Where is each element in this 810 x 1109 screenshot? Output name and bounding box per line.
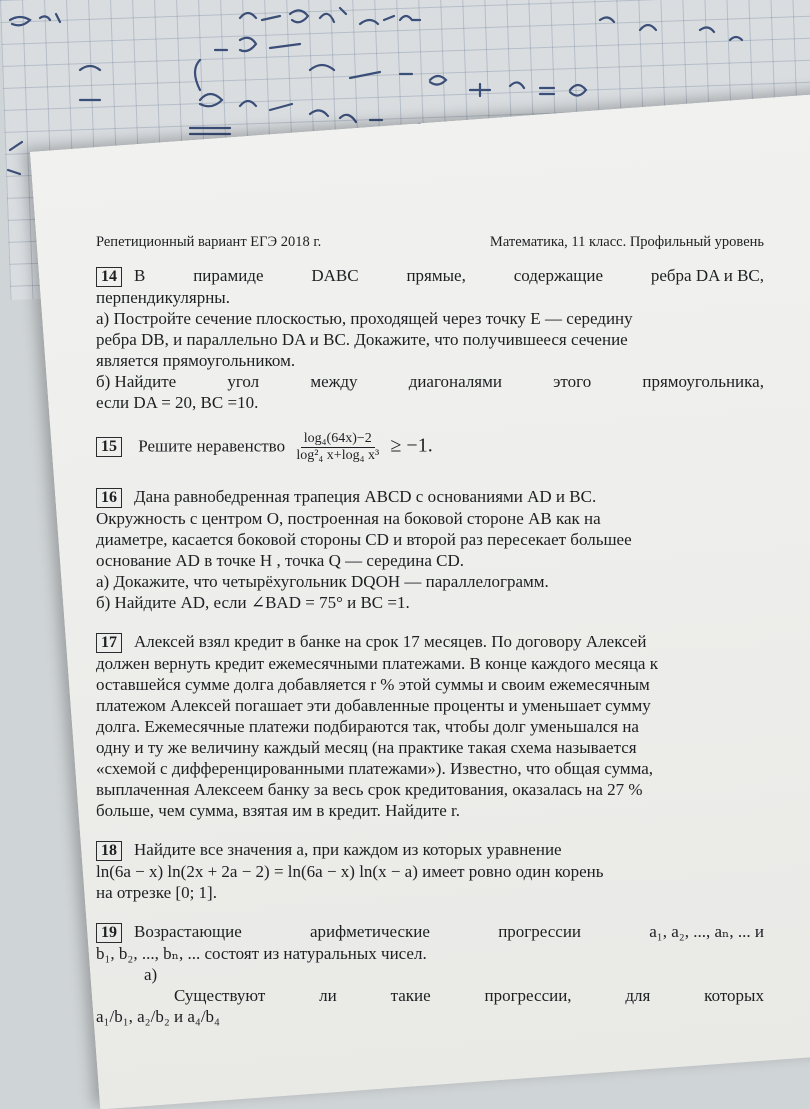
task-17-line-8: выплаченная Алексеем банку за весь срок кредитования, оказалась на 27 % xyxy=(96,780,643,799)
text: прямые, xyxy=(406,266,466,285)
task-17-line-1: Алексей взял кредит в банке на срок 17 месяцев. По договору Алексей xyxy=(134,632,647,651)
inequality-rhs: ≥ −1. xyxy=(390,434,433,457)
task-14 xyxy=(96,265,764,413)
task-18-line-2: ln(6a − x) ln(2x + 2a − 2) = ln(6a − x) ln(x − a) имеет ровно один корень xyxy=(96,862,604,881)
task-number: 19 xyxy=(96,923,122,943)
text: ребра DA и BC, xyxy=(650,266,764,285)
header-left: Репетиционный вариант ЕГЭ 2018 г. xyxy=(96,234,322,250)
text: содержащие xyxy=(513,266,603,285)
task-number: 18 xyxy=(96,841,122,861)
task-19-line-2: b₁, b₂, ..., bₙ, ... состоят из натуральных чисел. xyxy=(96,944,427,963)
task-19-line-4 xyxy=(96,985,764,1006)
task-16-line-5: а) Докажите, что четырёхугольник DQOH — параллелограмм. xyxy=(96,572,549,591)
text: между xyxy=(310,372,358,391)
page-header xyxy=(96,232,764,253)
task-19-line-3: а) xyxy=(144,965,158,984)
text: прямоугольника, xyxy=(642,372,764,391)
task-14-line-4: ребра DB, и параллельно DA и BC. Докажите, что получившееся сечение xyxy=(96,330,628,349)
text: для xyxy=(625,986,651,1005)
text: прогрессии, xyxy=(484,986,572,1005)
text: угол xyxy=(227,372,260,391)
task-17-line-3: оставшейся сумме долга добавляется r % этой суммы и своим ежемесячным xyxy=(96,675,650,694)
text: В xyxy=(134,266,146,285)
task-19 xyxy=(96,921,764,1027)
task-18-line-3: на отрезке [0; 1]. xyxy=(96,883,217,902)
text: a₁, a₂, ..., aₙ, ... и xyxy=(649,922,764,941)
task-19-line-5: a₁/b₁, a₂/b₂ и a₄/b₄ xyxy=(96,1007,220,1026)
text: этого xyxy=(553,372,592,391)
task-17-line-6: одну и ту же величину каждый месяц (на практике такая схема называется xyxy=(96,738,637,757)
text: б) Найдите xyxy=(96,372,177,391)
task-17-line-7: «схемой с дифференцированными платежами»). Известно, что общая сумма, xyxy=(96,759,654,778)
task-17-line-4: платежом Алексей погашает эти добавленные проценты и уменьшает сумму xyxy=(96,696,651,715)
header-right: Математика, 11 класс. Профильный уровень xyxy=(489,234,764,250)
task-14-line-1 xyxy=(96,265,764,287)
fraction-denominator: log²₄ x+log₄ x³ xyxy=(296,448,380,463)
task-14-line-7: если DA = 20, BC =10. xyxy=(96,393,259,412)
text: пирамиде xyxy=(193,266,264,285)
task-16-line-4: основание AD в точке H , точка Q — середина CD. xyxy=(96,551,464,570)
text: такие xyxy=(390,986,431,1005)
text: ли xyxy=(319,986,337,1005)
task-17 xyxy=(96,631,764,821)
task-number: 17 xyxy=(96,633,122,653)
task-17-line-5: долга. Ежемесячные платежи подбираются так, чтобы долг уменьшался на xyxy=(96,717,639,736)
text: Возрастающие xyxy=(134,922,242,941)
task-16 xyxy=(96,486,764,613)
task-14-line-5: является прямоугольником. xyxy=(96,351,296,370)
task-18 xyxy=(96,839,764,903)
fraction-numerator: log₄(64x)−2 xyxy=(301,431,375,448)
task-18-line-1: Найдите все значения a, при каждом из которых уравнение xyxy=(134,840,562,859)
text: которых xyxy=(704,986,764,1005)
task-15 xyxy=(96,431,764,464)
task-14-line-3: а) Постройте сечение плоскостью, проходящей через точку E — середину xyxy=(96,309,633,328)
text: арифметические xyxy=(310,922,430,941)
inequality-fraction xyxy=(293,431,382,464)
text: прогрессии xyxy=(498,922,582,941)
task-14-line-6 xyxy=(96,371,764,392)
task-17-line-2: должен вернуть кредит ежемесячными платежами. В конце каждого месяца к xyxy=(96,654,658,673)
task-14-line-2: перпендикулярны. xyxy=(96,288,230,307)
text: диагоналями xyxy=(408,372,502,391)
task-19-line-1 xyxy=(96,921,764,943)
task-15-text: Решите неравенство xyxy=(138,436,286,456)
task-number: 14 xyxy=(96,267,122,287)
task-16-line-6: б) Найдите AD, если ∠BAD = 75° и BC =1. xyxy=(96,593,410,612)
task-number: 16 xyxy=(96,488,122,508)
task-17-line-9: больше, чем сумма, взятая им в кредит. Найдите r. xyxy=(96,801,460,820)
page-content xyxy=(96,232,764,1041)
task-number: 15 xyxy=(96,437,122,457)
task-16-line-2: Окружность с центром O, построенная на боковой стороне AB как на xyxy=(96,509,601,528)
task-16-line-3: диаметре, касается боковой стороны CD и второй раз пересекает большее xyxy=(96,530,632,549)
text: Существуют xyxy=(174,986,266,1005)
task-16-line-1: Дана равнобедренная трапеция ABCD с основаниями AD и BC. xyxy=(134,487,597,506)
text: DABC xyxy=(311,266,359,285)
